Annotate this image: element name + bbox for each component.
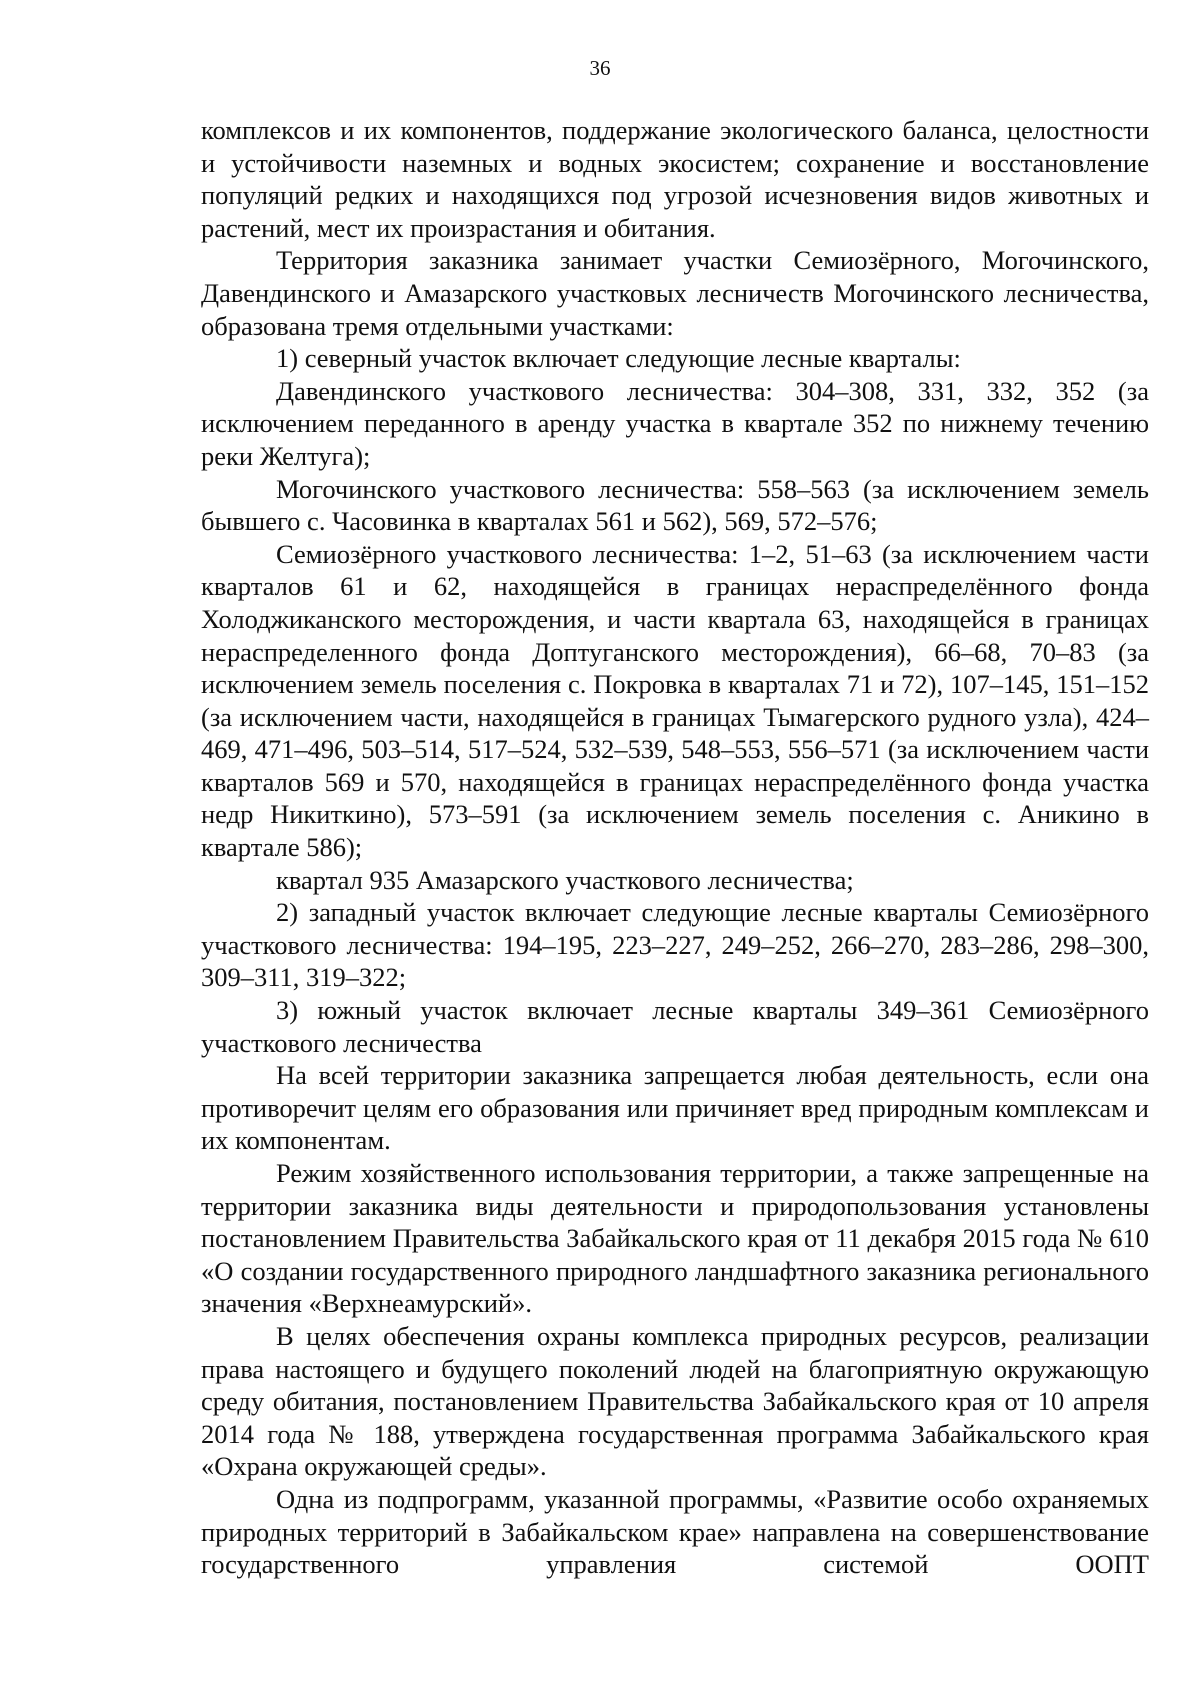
- paragraph-north-plot: 1) северный участок включает следующие лесные кварталы:: [276, 343, 961, 374]
- page-number: 36: [589, 56, 611, 80]
- paragraph-program: В целях обеспечения охраны комплекса природных ресурсов, реализации права настоящего и будущего поколений людей на благоприятную окружающую среду обитания, постановлением Правительства Забайкальского края от 10 апреля 2014 года № 188, утверждена государственная программа Забайкальского края «Охрана окружающей среды».: [201, 1320, 1149, 1482]
- paragraph-amazar: квартал 935 Амазарского участкового лесничества;: [276, 864, 854, 895]
- paragraph-prohibition: На всей территории заказника запрещается любая деятельность, если она противоречит целям его образования или причиняет вред природным комплексам и их компонентам.: [201, 1060, 1149, 1156]
- paragraph-west-plot: 2) западный участок включает следующие лесные кварталы Семиозёрного участкового лесничества: 194–195, 223–227, 249–252, 266–270, 283–286, 298–300, 309–311, 319–322;: [201, 897, 1149, 993]
- paragraph-semiozerny: Семиозёрного участкового лесничества: 1–2, 51–63 (за исключением части кварталов 61 и 62, находящейся в границах нераспределённого фонда Холоджиканского месторождения, и части квартала 63, находящейся в границах нераспределенного фонда Доптуганского месторождения), 66–68, 70–83 (за исключением земель поселения с. Покровка в кварталах 71 и 72), 107–145, 151–152 (за исключением части, находящейся в границах Тымагерского рудного узла), 424–469, 471–496, 503–514, 517–524, 532–539, 548–553, 556–571 (за исключением части кварталов 569 и 570, находящейся в границах нераспределённого фонда участка недр Никиткино), 573–591 (за исключением земель поселения с. Аникино в квартале 586);: [201, 538, 1149, 863]
- paragraph-regime: Режим хозяйственного использования территории, а также запрещенные на территории заказника виды деятельности и природопользования установлены постановлением Правительства Забайкальского края от 11 декабря 2015 года № 610 «О создании государственного природного ландшафтного заказника регионального значения «Верхнеамурский».: [201, 1158, 1149, 1319]
- paragraph-subprogram: Одна из подпрограмм, указанной программы, «Развитие особо охраняемых природных территорий в Забайкальском крае» направлена на совершенствование государственного управления системой ООПТ: [201, 1483, 1149, 1580]
- paragraph-continuation: комплексов и их компонентов, поддержание экологического баланса, целостности и устойчивости наземных и водных экосистем; сохранение и восстановление популяций редких и находящихся под угрозой исчезновения видов животных и растений, мест их произрастания и обитания.: [201, 115, 1149, 243]
- paragraph-mogocha: Могочинского участкового лесничества: 558–563 (за исключением земель бывшего с. Часовинка в кварталах 561 и 562), 569, 572–576;: [201, 473, 1149, 537]
- paragraph-territory: Территория заказника занимает участки Семиозёрного, Могочинского, Давендинского и Амазарского участковых лесничеств Могочинского лесничества, образована тремя отдельными участками:: [201, 245, 1149, 341]
- body-text: [201, 114, 1149, 1581]
- paragraph-davenda: Давендинского участкового лесничества: 304–308, 331, 332, 352 (за исключением переданного в аренду участка в квартале 352 по нижнему течению реки Желтуга);: [201, 375, 1149, 471]
- paragraph-south-plot: 3) южный участок включает лесные кварталы 349–361 Семиозёрного участкового лесничества: [201, 995, 1149, 1058]
